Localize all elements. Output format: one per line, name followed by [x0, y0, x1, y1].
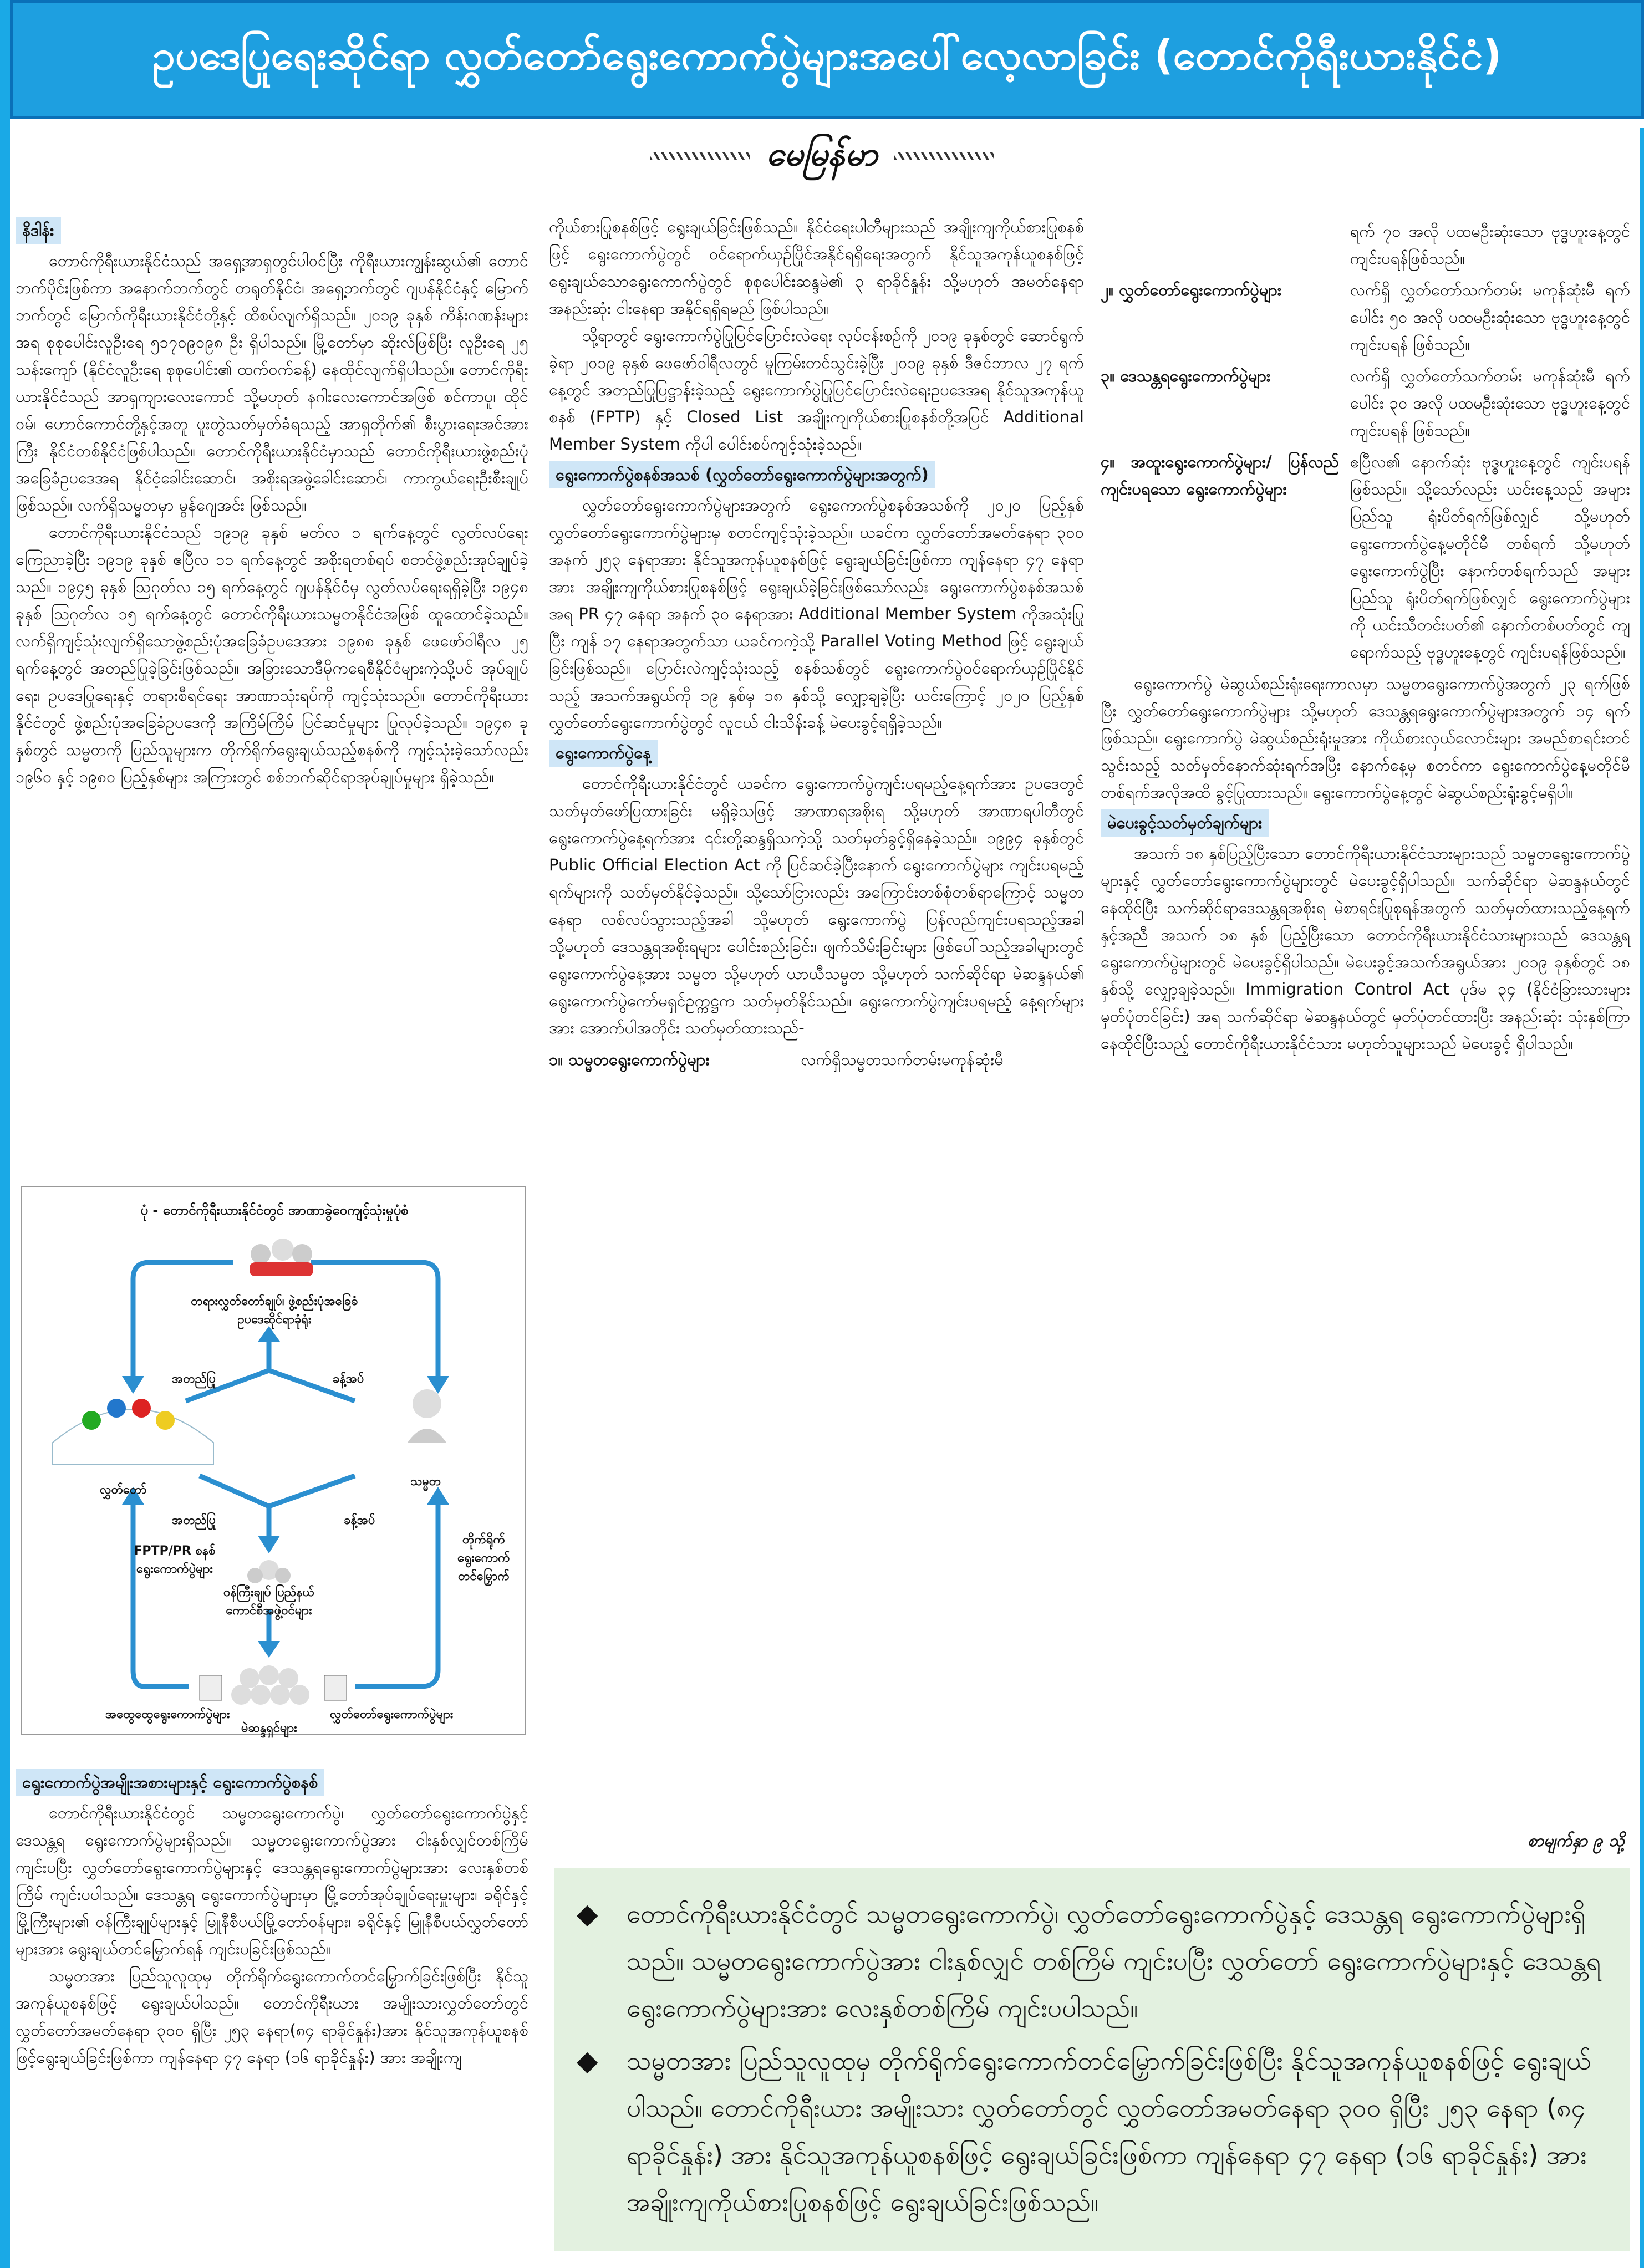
parliament-label: လွှတ်တော်: [100, 1483, 147, 1497]
column-3: [1101, 213, 1630, 1057]
summary-bullet: ◆ တောင်ကိုရီးယားနိုင်ငံတွင် သမ္မတရွေးကောက်ပွဲ၊ လွှတ်တော်ရွေးကောက်ပွဲနှင့် ဒေသန္တရ ရွေးကောက်ပွဲများရှိသည်။ သမ္မတရွေးကောက်ပွဲအား ငါးနှစ်လျှင် တစ်ကြိမ် ကျင်းပပြီး လွှတ်တော် ရွေးကောက်ပွဲများနှင့် ဒေသန္တရရွေးကောက်ပွဲများအား လေးနှစ်တစ်ကြိမ် ကျင်းပပါသည်။: [577, 1890, 1608, 2032]
decor-slashes: [650, 152, 750, 160]
section-heading: ရွေးကောက်ပွဲစနစ်အသစ် (လွှတ်တော်ရွေးကောက်ပွဲများအတွက်): [549, 461, 935, 488]
summary-box: [554, 1868, 1630, 2251]
appoint-label: ခန့်အပ်: [344, 1513, 375, 1527]
ministers-icon: [247, 1560, 291, 1583]
ballot-box-icon: [200, 1675, 222, 1700]
summary-bullet: ◆ သမ္မတအား ပြည်သူလူထုမှ တိုက်ရိုက်ရွေးကောက်တင်မြှောက်ခြင်းဖြစ်ပြီး နိုင်သူအကုန်ယူစနစ်ဖြင့် ရွေးချယ်ပါသည်။ တောင်ကိုရီးယား အမျိုးသား လွှတ်တော်တွင် လွှတ်တော်အမတ်နေရာ ၃၀၀ ရှိပြီး ၂၅၃ နေရာ (၈၄ ရာခိုင်နှုန်း) အား နိုင်သူအကုန်ယူစနစ်ဖြင့် ရွေးချယ်ခြင်းဖြစ်ကာ ကျန်နေရာ ၄၇ နေရာ (၁၆ ရာခိုင်နှုန်း) အား အချိုးကျကိုယ်စားပြုစနစ်ဖြင့် ရွေးချယ်ခြင်းဖြစ်သည်။: [577, 2037, 1608, 2226]
direct-election-label: တိုက်ရိုက်ရွေးကောက် တင်မြှောက်: [457, 1533, 510, 1583]
paragraph: သမ္မတအား ပြည်သူလူထုမှ တိုက်ရိုက်ရွေးကောက်တင်မြှောက်ခြင်းဖြစ်ပြီး နိုင်သူအကုန်ယူစနစ်ဖြင့် ရွေးချယ်ပါသည်။ တောင်ကိုရီးယား အမျိုးသားလွှတ်တော်တွင် လွှတ်တော်အမတ်နေရာ ၃၀၀ ရှိပြီး ၂၅၃ နေရာ(၈၄ ရာခိုင်နှုန်း)အား နိုင်သူအကုန်ယူစနစ်ဖြင့်ရွေးချယ်ခြင်းဖြစ်ကာ ကျန်နေရာ ၄၇ နေရာ (၁၆ ရာခိုင်နှုန်း) အား အချိုးကျ: [16, 1966, 528, 2067]
section-heading: မဲပေးခွင့်သတ်မှတ်ချက်များ: [1101, 809, 1269, 837]
figure-title: ပုံ - တောင်ကိုရီးယားနိုင်ငံတွင် အာဏာခွဲဝေကျင့်သုံးမှုပုံစံ: [140, 1202, 409, 1218]
paragraph: ရွေးကောက်ပွဲ မဲဆွယ်စည်းရုံးရေးကာလမှာ သမ္မတရွေးကောက်ပွဲအတွက် ၂၃ ရက်ဖြစ်ပြီး လွှတ်တော်ရွေးကောက်ပွဲများ သို့မဟုတ် ဒေသန္တရရွေးကောက်ပွဲများအတွက် ၁၄ ရက် ဖြစ်သည်။ ရွေးကောက်ပွဲ မဲဆွယ်စည်းရုံးမှုအား ကိုယ်စားလှယ်လောင်းများ အမည်စာရင်းတင်သွင်းသည့် သတ်မှတ်နောက်ဆုံးရက်အပြီး နောက်နေ့မှ စတင်ကာ ရွေးကောက်ပွဲနေ့မတိုင်မီ တစ်ရက်အလိုအထိ ခွင့်ပြုထားသည်။ ရွေးကောက်ပွဲနေ့တွင် မဲဆွယ်စည်းရုံးခွင့်မရှိပါ။: [1101, 674, 1630, 802]
general-election-label: အထွေထွေရွေးကောက်ပွဲများ: [105, 1708, 230, 1721]
paragraph: တောင်ကိုရီးယားနိုင်ငံသည် အရှေ့အာရှတွင်ပါဝင်ပြီး ကိုရီးယားကျွန်းဆွယ်၏ တောင်ဘက်ပိုင်းဖြစ်ကာ အနောက်ဘက်တွင် တရုတ်နိုင်ငံ၊ အရှေ့ဘက်တွင် ဂျပန်နိုင်ငံနှင့် မြောက်ဘက်တွင် မြောက်ကိုရီးယားနိုင်ငံတို့နှင့် ထိစပ်လျက်ရှိသည်။ ၂၀၁၉ ခုနှစ် ကိန်းဂဏန်းများအရ စုစုပေါင်းလူဦးရေ ၅၁၇၀၉၀၉၈ ဦး ရှိပါသည်။ မြို့တော်မှာ ဆိုးလ်ဖြစ်ပြီး လူဦးရေ ၂၅ သန်းကျော် (နိုင်ငံလူဦးရေ စုစုပေါင်း၏ ထက်ဝက်ခန့်) နေထိုင်လျက်ရှိပါသည်။ တောင်ကိုရီးယားနိုင်ငံသည် အာရှကျားလေးကောင် သို့မဟုတ် နဂါးလေးကောင်အဖြစ် စင်ကာပူ၊ ထိုင်ဝမ်၊ ဟောင်ကောင်တို့နှင့်အတူ ပူးတွဲသတ်မှတ်ခံရသည့် အာရှတိုက်၏ စီးပွားရေးအင်အားကြီး နိုင်ငံတစ်နိုင်ငံဖြစ်ပါသည်။ တောင်ကိုရီးယားနိုင်ငံမှာသည် တောင်ကိုရီးယားဖွဲ့စည်းပုံအခြေခံဥပဒေအရ နိုင်ငံ့ခေါင်းဆောင်၊ အစိုးရအဖွဲ့ခေါင်းဆောင်၊ ကာကွယ်ရေးဦးစီးချုပ် ဖြစ်သည်။ လက်ရှိသမ္မတမှာ မွန်ဂျေအင်း ဖြစ်သည်။: [16, 251, 528, 514]
left-border: [0, 0, 10, 2268]
paragraph: တောင်ကိုရီးယားနိုင်ငံတွင် ယခင်က ရွေးကောက်ပွဲကျင်းပရမည့်နေ့ရက်အား ဥပဒေတွင် သတ်မှတ်ဖော်ပြထားခြင်း မရှိခဲ့သဖြင့် အာဏာရအစိုးရ သို့မဟုတ် အာဏာရပါတီတွင် ရွေးကောက်ပွဲနေ့ရက်အား ၎င်းတို့ဆန္ဒရှိသကဲ့သို့ သတ်မှတ်ခွင့်ရှိနေခဲ့သည်။ ၁၉၉၄ ခုနှစ်တွင် Public Official Election Act ကို ပြင်ဆင်ခဲ့ပြီးနောက် ရွေးကောက်ပွဲများ ကျင်းပရမည့်ရက်များကို သတ်မှတ်နိုင်ခဲ့သည်။ သို့သော်ငြားလည်း အကြောင်းတစ်စုံတစ်ရာကြောင့် သမ္မတနေရာ လစ်လပ်သွားသည့်အခါ သို့မဟုတ် ရွေးကောက်ပွဲ ပြန်လည်ကျင်းပရသည့်အခါ သို့မဟုတ် ဒေသန္တရအစိုးရများ ပေါင်းစည်းခြင်း၊ ဖျက်သိမ်းခြင်းများ ဖြစ်ပေါ်သည့်အခါများတွင် ရွေးကောက်ပွဲနေ့အား သမ္မတ သို့မဟုတ် ယာယီသမ္မတ သို့မဟုတ် သက်ဆိုင်ရာ မဲဆန္ဒနယ်၏ ရွေးကောက်ပွဲကော်မရှင်ဥက္ကဋ္ဌက သတ်မှတ်နိုင်သည်။ ရွေးကောက်ပွဲကျင်းပရမည့် နေ့ရက်များအား အောက်ပါအတိုင်း သတ်မှတ်ထားသည်-: [549, 774, 1084, 1037]
list-item: ၁။ သမ္မတရွေးကောက်ပွဲများ လက်ရှိသမ္မတသက်တမ်းမကုန်ဆုံးမီ: [549, 1050, 1004, 1069]
legislative-election-label: လွှတ်တော်ရွေးကောက်ပွဲများ: [330, 1708, 454, 1721]
column-1: [16, 213, 528, 791]
paragraph: ကိုယ်စားပြုစနစ်ဖြင့် ရွေးချယ်ခြင်းဖြစ်သည်။ နိုင်ငံရေးပါတီများသည် အချိုးကျကိုယ်စားပြုစနစ်ဖြင့် ရွေးကောက်ပွဲတွင် ဝင်ရောက်ယှဉ်ပြိုင်အနိုင်ရရှိရေးအတွက် နိုင်သူအကုန်ယူစနစ်ဖြင့် ရွေးချယ်သောရွေးကောက်ပွဲတွင် စုစုပေါင်းဆန္ဒမဲ၏ ၃ ရာခိုင်နှုန်း သို့မဟုတ် အမတ်နေရာ အနည်းဆုံး ငါးနေရာ အနိုင်ရရှိရမည် ဖြစ်ပါသည်။: [549, 217, 1084, 318]
voters-label: မဲဆန္ဒရှင်များ: [241, 1721, 297, 1735]
paragraph: အသက် ၁၈ နှစ်ပြည့်ပြီးသော တောင်ကိုရီးယားနိုင်ငံသားများသည် သမ္မတရွေးကောက်ပွဲများနှင့် လွှတ်တော်ရွေးကောက်ပွဲများတွင် မဲပေးခွင့်ရှိပါသည်။ သက်ဆိုင်ရာ မဲဆန္ဒနယ်တွင်နေထိုင်ပြီး သက်ဆိုင်ရာဒေသန္တရအစိုးရ မဲစာရင်းပြုစုရန်အတွက် သတ်မှတ်ထားသည့်နေ့ရက်နှင့်အညီ အသက် ၁၈ နှစ် ပြည့်ပြီးသော တောင်ကိုရီးယားနိုင်ငံသားများသည် ဒေသန္တရ ရွေးကောက်ပွဲများတွင် မဲပေးခွင့်ရှိပါသည်။ မဲပေးခွင့်အသက်အရွယ်အား ၂၀၁၉ ခုနှစ်တွင် ၁၈ နှစ်သို့ လျှော့ချခဲ့သည်။ Immigration Control Act ပုဒ်မ ၃၄ (နိုင်ငံခြားသားများ မှတ်ပုံတင်ခြင်း) အရ သက်ဆိုင်ရာ မဲဆန္ဒနယ်တွင် မှတ်ပုံတင်ထားပြီး အနည်းဆုံး သုံးနှစ်ကြာ နေထိုင်ပြီးသည့် တောင်ကိုရီးယားနိုင်ငံသား မဟုတ်သူများသည် မဲပေးခွင့် ရှိပါသည်။: [1101, 844, 1630, 1053]
list-item: ၄။ အထူးရွေးကောက်ပွဲများ/ ပြန်လည်ကျင်းပရသော ရွေးကောက်ပွဲများ ဧပြီလ၏ နောက်ဆုံး ဗုဒ္ဓဟူးနေ့တွင် ကျင်းပရန် ဖြစ်သည်။ သို့သော်လည်း ယင်းနေ့သည် အများပြည်သူ ရုံးပိတ်ရက်ဖြစ်လျှင် သို့မဟုတ် ရွေးကောက်ပွဲနေ့မတိုင်မီ တစ်ရက် သို့မဟုတ် ရွေးကောက်ပွဲပြီး နောက်တစ်ရက်သည် အများပြည်သူ ရုံးပိတ်ရက်ဖြစ်လျှင် ရွေးကောက်ပွဲများကို ယင်းသီတင်းပတ်၏ နောက်တစ်ပတ်တွင် ကျရောက်သည့် ဗုဒ္ဓဟူးနေ့တွင် ကျင်းပရန်ဖြစ်သည်။: [1101, 452, 1630, 661]
diamond-bullet-icon: ◆: [577, 1898, 598, 1930]
section-heading: နိဒါန်း: [16, 217, 61, 244]
fptp-label: FPTP/PR စနစ် ရွေးကောက်ပွဲများ: [134, 1544, 216, 1576]
section-heading: ရွေးကောက်ပွဲနေ့: [549, 740, 658, 767]
author: မေမြန်မာ: [766, 135, 878, 174]
voters-icon: [231, 1665, 309, 1705]
paragraph: လွှတ်တော်ရွေးကောက်ပွဲများအတွက် ရွေးကောက်ပွဲစနစ်အသစ်ကို ၂၀၂၀ ပြည့်နှစ် လွှတ်တော်ရွေးကောက်ပွဲများမှ စတင်ကျင့်သုံးခဲ့သည်။ ယခင်က လွှတ်တော်အမတ်နေရာ ၃၀၀ အနက် ၂၅၃ နေရာအား နိုင်သူအကုန်ယူစနစ်ဖြင့် ရွေးချယ်ခြင်းဖြစ်ကာ ကျန်နေရာ ၄၇ နေရာအား အချိုးကျကိုယ်စားပြုစနစ်ဖြင့် ရွေးချယ်ခဲ့ခြင်းဖြစ်သော်လည်း ရွေးကောက်ပွဲစနစ်အသစ်အရ PR ၄၇ နေရာ အနက် ၃၀ နေရာအား Additional Member System ကိုအသုံးပြုပြီး ကျန် ၁၇ နေရာအတွက်သာ ယခင်ကကဲ့သို့ Parallel Voting Method ဖြင့် ရွေးချယ်ခြင်းဖြစ်သည်။ ပြောင်းလဲကျင့်သုံးသည့် စနစ်သစ်တွင် ရွေးကောက်ပွဲဝင်ရောက်ယှဉ်ပြိုင်နိုင်သည့် အသက်အရွယ်ကို ၁၉ နှစ်မှ ၁၈ နှစ်သို့ လျှော့ချခဲ့ပြီး ယင်းကြောင့် ၂၀၂၀ ပြည့်နှစ် လွှတ်တော်ရွေးကောက်ပွဲတွင် လူငယ် ငါးသိန်းခန့် မဲပေးခွင့်ရရှိခဲ့သည်။: [549, 496, 1084, 732]
section-heading: ရွေးကောက်ပွဲအမျိုးအစားများနှင့် ရွေးကောက်ပွဲစနစ်: [16, 1769, 324, 1796]
page-title: ဥပဒေပြုရေးဆိုင်ရာ လွှတ်တော်ရွေးကောက်ပွဲများအပေါ်လေ့လာခြင်း (တောင်ကိုရီးယားနိုင်ငံ): [10, 0, 1644, 119]
approve-label: အတည်ပြု: [172, 1372, 216, 1386]
byline: [0, 133, 1644, 182]
appoint-label: ခန့်အပ်: [333, 1372, 364, 1386]
president-icon: [408, 1389, 446, 1443]
court-label: တရားလွှတ်တော်ချုပ်၊ ဖွဲ့စည်းပုံအခြေခံဥပဒေဆိုင်ရာခုံရုံး: [191, 1294, 358, 1327]
column-2: [549, 213, 1084, 1078]
judges-icon: [250, 1239, 313, 1276]
paragraph: တောင်ကိုရီးယားနိုင်ငံတွင် သမ္မတရွေးကောက်ပွဲ၊ လွှတ်တော်ရွေးကောက်ပွဲနှင့် ဒေသန္တရ ရွေးကောက်ပွဲများရှိသည်။ သမ္မတရွေးကောက်ပွဲအား ငါးနှစ်လျှင်တစ်ကြိမ် ကျင်းပပြီး လွှတ်တော်ရွေးကောက်ပွဲများနှင့် ဒေသန္တရရွေးကောက်ပွဲများအား လေးနှစ်တစ်ကြိမ် ကျင်းပပါသည်။ ဒေသန္တရ ရွေးကောက်ပွဲများမှာ မြို့တော်အုပ်ချုပ်ရေးမှူးများ၊ ခရိုင်နှင့်မြို့ကြီးများ၏ ဝန်ကြီးချုပ်များနှင့် မြူနီစီပယ်မြို့တော်ဝန်များ၊ ခရိုင်နှင့် မြူနီစီပယ်လွှတ်တော်များအား ရွေးချယ်တင်မြှောက်ရန် ကျင်းပခြင်းဖြစ်သည်။: [16, 1803, 528, 1958]
parliament-icon: [53, 1399, 213, 1465]
column-1-lower: [16, 1766, 528, 2071]
right-border: [1640, 128, 1644, 2268]
ballot-box-icon: [324, 1675, 347, 1700]
diamond-bullet-icon: ◆: [577, 2045, 598, 2077]
continued-on-page: စာမျက်နှာ ၉ သို့: [1527, 1831, 1625, 1851]
list-item: ရက် ၇၀ အလို ပထမဦးဆုံးသော ဗုဒ္ဓဟူးနေ့တွင် ကျင်းပရန်ဖြစ်သည်။: [1350, 222, 1630, 268]
paragraph: တောင်ကိုရီးယားနိုင်ငံသည် ၁၉၁၉ ခုနှစ် မတ်လ ၁ ရက်နေ့တွင် လွတ်လပ်ရေးကြေညာခဲ့ပြီး ၁၉၁၉ ခုနှစ် ဧပြီလ ၁၁ ရက်နေ့တွင် အစိုးရတစ်ရပ် စတင်ဖွဲ့စည်းအုပ်ချုပ်ခဲ့သည်။ ၁၉၄၅ ခုနှစ် ဩဂုတ်လ ၁၅ ရက်နေ့တွင် ဂျပန်နိုင်ငံမှ လွတ်လပ်ရေးရရှိခဲ့ပြီး ၁၉၄၈ ခုနှစ် ဩဂုတ်လ ၁၅ ရက်နေ့တွင် တောင်ကိုရီးယားသမ္မတနိုင်ငံအဖြစ် ထူထောင်ခဲ့သည်။ လက်ရှိကျင့်သုံးလျက်ရှိသောဖွဲ့စည်းပုံအခြေခံဥပဒေအား ၁၉၈၈ ခုနှစ် ဖေဖော်ဝါရီလ ၂၅ ရက်နေ့တွင် အတည်ပြုခဲ့ခြင်းဖြစ်သည်။ အခြားသောဒီမိုကရေစီနိုင်ငံများကဲ့သို့ပင် အုပ်ချုပ်ရေး၊ ဥပဒေပြုရေးနှင့် တရားစီရင်ရေး အာဏာသုံးရပ်ကို ကျင့်သုံးသည်။ တောင်ကိုရီးယားနိုင်ငံတွင် ဖွဲ့စည်းပုံအခြေခံဥပဒေကို အကြိမ်ကြိမ် ပြင်ဆင်မှုများ ပြုလုပ်ခဲ့သည်။ ၁၉၄၈ ခုနှစ်တွင် သမ္မတကို ပြည်သူများက တိုက်ရိုက်ရွေးချယ်သည့်စနစ်ကို ကျင့်သုံးခဲ့သော်လည်း ၁၉၆၀ နှင့် ၁၉၈၀ ပြည့်နှစ်များ အကြားတွင် စစ်ဘက်ဆိုင်ရာအုပ်ချုပ်မှုများ ရှိခဲ့သည်။: [16, 523, 528, 786]
pm-label: ဝန်ကြီးချုပ် ပြည်နယ်ကောင်စီအဖွဲ့ဝင်များ: [223, 1586, 315, 1618]
paragraph: သို့ရာတွင် ရွေးကောက်ပွဲပြုပြင်ပြောင်းလဲရေး လုပ်ငန်းစဉ်ကို ၂၀၁၉ ခုနှစ်တွင် ဆောင်ရွက်ခဲ့ရာ ၂၀၁၉ ခုနှစ် ဖေဖော်ဝါရီလတွင် မူကြမ်းတင်သွင်းခဲ့ပြီး ၂၀၁၉ ခုနှစ် ဒီဇင်ဘာလ ၂၇ ရက်နေ့တွင် အတည်ပြုပြဋ္ဌာန်းခဲ့သည့် ရွေးကောက်ပွဲပြုပြင်ပြောင်းလဲရေးဥပဒေအရ နိုင်သူအကုန်ယူစနစ် (FPTP) နှင့် Closed List အချိုးကျကိုယ်စားပြုစနစ်တို့အပြင် Additional Member System ကိုပါ ပေါင်းစပ်ကျင့်သုံးခဲ့သည်။: [549, 326, 1084, 453]
president-label: သမ္မတ: [410, 1475, 441, 1489]
diagram-arrows: [22, 1187, 527, 1736]
decor-slashes: [894, 152, 994, 160]
approve-label: အတည်ပြု: [172, 1513, 216, 1527]
list-item: ၃။ ဒေသန္တရရွေးကောက်ပွဲများ လက်ရှိ လွှတ်တော်သက်တမ်း မကုန်ဆုံးမီ ရက်ပေါင်း ၃၀ အလို ပထမဦးဆုံးသော ဗုဒ္ဓဟူးနေ့တွင် ကျင်းပရန် ဖြစ်သည်။: [1101, 366, 1630, 440]
power-structure-diagram: [21, 1186, 526, 1735]
list-item: ၂။ လွှတ်တော်ရွေးကောက်ပွဲများ လက်ရှိ လွှတ်တော်သက်တမ်း မကုန်ဆုံးမီ ရက်ပေါင်း ၅၀ အလို ပထမဦးဆုံးသော ဗုဒ္ဓဟူးနေ့တွင် ကျင်းပရန် ဖြစ်သည်။: [1101, 281, 1630, 354]
